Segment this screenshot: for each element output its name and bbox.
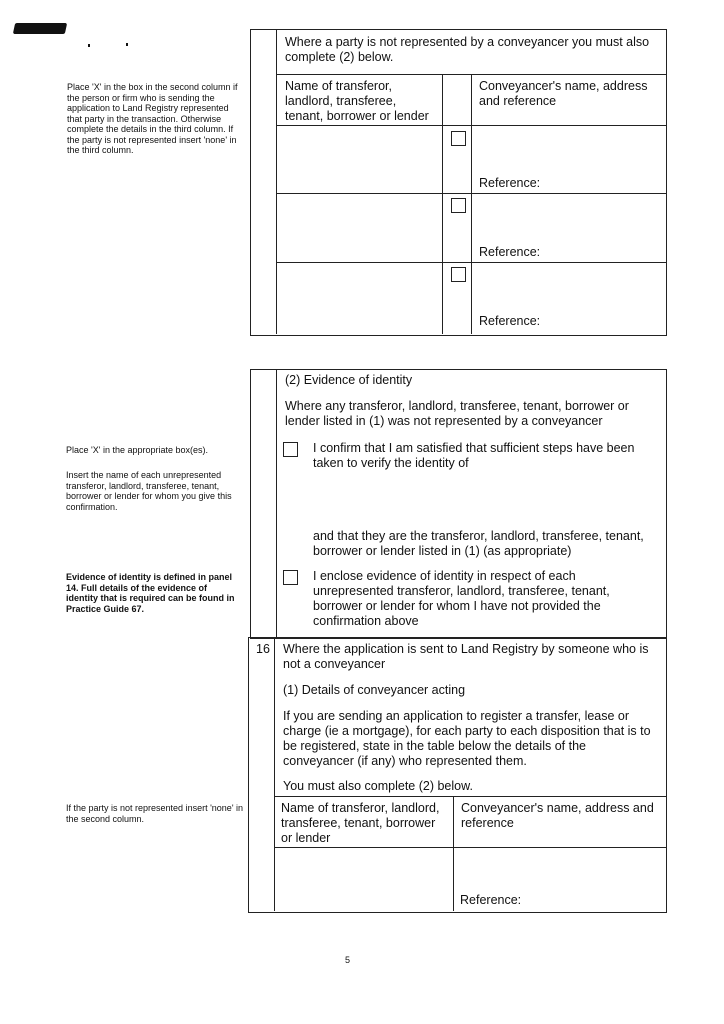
reference-label-row-2: Reference: (479, 245, 541, 259)
page-number: 5 (345, 955, 351, 965)
represented-checkbox-row-3[interactable] (451, 267, 466, 282)
p16-table-col-divider (453, 796, 454, 911)
p16-col2-header: Conveyancer's name, address and reference (461, 801, 654, 830)
redaction-mark (13, 23, 67, 34)
evidence-heading: (2) Evidence of identity (285, 373, 413, 387)
margin-note-none: If the party is not represented insert 'none' in the second column. (66, 803, 244, 824)
margin-note-evidence-definition: Evidence of identity is defined in panel 14. Full details of the evidence of identity that is required can be found in Practice Guide 67. (66, 572, 235, 614)
evidence-intro: Where any transferor, landlord, transferee, tenant, borrower or lender listed in (1) was not represented by a conveyancer (285, 399, 629, 428)
panel-16 (248, 637, 667, 913)
table-row-divider-1 (276, 193, 666, 194)
scan-speck (126, 43, 128, 46)
p16-reference-label: Reference: (460, 893, 522, 907)
evidence-panel-gutter-line (276, 369, 277, 637)
reference-label-row-1: Reference: (479, 176, 541, 190)
panel-16-subheading: (1) Details of conveyancer acting (283, 683, 466, 697)
margin-note-insert-names: Insert the name of each unrepresented transferor, landlord, transferee, tenant, borrower or lender for whom you give this confirmation. (66, 470, 232, 512)
table-col-divider-2 (471, 74, 472, 334)
p16-col1-header: Name of transferor, landlord, transferee, tenant, borrower or lender (281, 801, 440, 845)
panel-16-heading: Where the application is sent to Land Registry by someone who is not a conveyancer (283, 642, 649, 671)
panel-16-also: You must also complete (2) below. (283, 779, 473, 793)
confirm-identity-checkbox[interactable] (283, 442, 298, 457)
confirm-identity-names-field[interactable] (313, 476, 658, 526)
scan-speck (88, 44, 90, 47)
table-header-bottom (276, 125, 666, 126)
margin-note-represented: Place 'X' in the box in the second column if the person or firm who is sending the application to Land Registry represented that party in the transaction. Otherwise complete the details in the third column. If the party is not represented insert 'none' in the third column. (67, 82, 238, 155)
table-col1-header: Name of transferor, landlord, transferee, tenant, borrower or lender (285, 79, 429, 123)
panel-16-body: If you are sending an application to register a transfer, lease or charge (ie a mortgage), for each party to each disposition that is to be registered, state in the table below the details of the conveyancer (if any) who represented them. (283, 709, 651, 768)
panel-16-number: 16 (256, 642, 270, 656)
reference-label-row-3: Reference: (479, 314, 541, 328)
p16-table-top (274, 796, 666, 797)
enclose-evidence-checkbox[interactable] (283, 570, 298, 585)
represented-checkbox-row-2[interactable] (451, 198, 466, 213)
margin-note-place-x: Place 'X' in the appropriate box(es). (66, 445, 209, 455)
enclose-evidence-text: I enclose evidence of identity in respect of each unrepresented transferor, landlord, transferee, tenant, borrower or lender for whom I have not provided the confirmation above (313, 569, 610, 628)
panel-16-gutter-line (274, 637, 275, 911)
represented-checkbox-row-1[interactable] (451, 131, 466, 146)
table-col3-header: Conveyancer's name, address and reference (479, 79, 648, 108)
panel-intro-text: Where a party is not represented by a conveyancer you must also complete (2) below. (285, 35, 650, 64)
table-row-divider-2 (276, 262, 666, 263)
table-col-divider-1 (442, 74, 443, 334)
confirm-identity-continuation: and that they are the transferor, landlord, transferee, tenant, borrower or lender listed in (1) (as appropriate) (313, 529, 644, 558)
panel-conveyancer-table (250, 29, 667, 336)
p16-table-header-bottom (274, 847, 666, 848)
confirm-identity-text: I confirm that I am satisfied that sufficient steps have been taken to verify the identity of (313, 441, 635, 470)
